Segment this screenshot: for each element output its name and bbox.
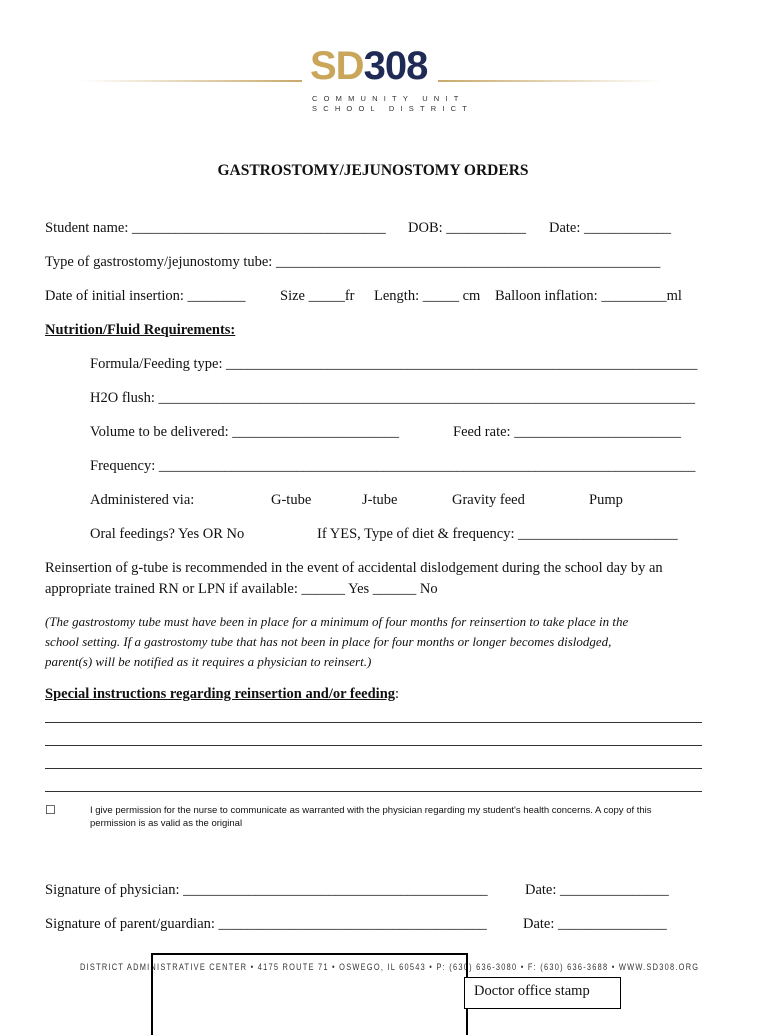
reinsertion-note-2: school setting. If a gastrostomy tube that has not been in place for four months or longer becomes dislodged, xyxy=(45,634,612,649)
logo-left-rule xyxy=(80,80,302,82)
district-logo xyxy=(310,46,427,86)
option-jtube[interactable]: J-tube xyxy=(362,492,398,508)
reinsertion-text-1: Reinsertion of g-tube is recommended in the event of accidental dislodgement during the school day by an xyxy=(45,560,663,576)
stamp-label: Doctor office stamp xyxy=(474,983,590,999)
balloon-inflation-field[interactable]: Balloon inflation: _________ml xyxy=(495,288,682,304)
student-name-field[interactable]: Student name: ___________________________________ xyxy=(45,220,386,236)
feed-rate-field[interactable]: Feed rate: _______________________ xyxy=(453,424,681,440)
special-heading-text: Special instructions regarding reinsertion and/or feeding xyxy=(45,686,396,702)
special-instructions-heading xyxy=(45,686,399,703)
permission-text-1: I give permission for the nurse to communicate as warranted with the physician regarding my student's health concerns. A copy of this xyxy=(90,805,652,816)
logo-sd-text: SD xyxy=(310,44,364,88)
instruction-line[interactable] xyxy=(45,745,702,746)
instruction-line[interactable] xyxy=(45,768,702,769)
parent-signature-field[interactable]: Signature of parent/guardian: _____________________________________ xyxy=(45,916,487,932)
district-footer: DISTRICT ADMINISTRATIVE CENTER • 4175 ROUTE 71 • OSWEGO, IL 60543 • P: (630) 636-3080 • F: (630) 636-3688 • WWW.SD308.ORG xyxy=(80,962,700,973)
oral-feedings-question[interactable]: Oral feedings? Yes OR No xyxy=(90,526,245,542)
reinsertion-text-2[interactable]: appropriate trained RN or LPN if available: ______ Yes ______ No xyxy=(45,581,438,597)
tube-type-field[interactable]: Type of gastrostomy/jejunostomy tube: _____________________________________________________ xyxy=(45,254,661,270)
volume-field[interactable]: Volume to be delivered: _______________________ xyxy=(90,424,400,440)
dob-field[interactable]: DOB: ___________ xyxy=(408,220,527,236)
physician-date-field[interactable]: Date: _______________ xyxy=(525,882,669,898)
permission-text-2: permission is as valid as the original xyxy=(90,818,243,829)
instruction-line[interactable] xyxy=(45,791,702,792)
option-gravity-feed[interactable]: Gravity feed xyxy=(452,492,525,508)
logo-right-rule xyxy=(438,80,664,82)
logo-number-text: 308 xyxy=(363,44,428,88)
stamp-area xyxy=(151,953,468,1035)
instruction-line[interactable] xyxy=(45,722,702,723)
date-field[interactable]: Date: ____________ xyxy=(549,220,672,236)
frequency-field[interactable]: Frequency: __________________________________________________________________________ xyxy=(90,458,696,474)
flush-field[interactable]: H2O flush: __________________________________________________________________________ xyxy=(90,390,695,406)
physician-signature-field[interactable]: Signature of physician: __________________________________________ xyxy=(45,882,488,898)
administered-label: Administered via: xyxy=(90,492,195,508)
insertion-date-field[interactable]: Date of initial insertion: ________ xyxy=(45,288,246,304)
permission-checkbox[interactable]: ☐ xyxy=(45,803,56,817)
option-pump[interactable]: Pump xyxy=(589,492,623,508)
size-field[interactable]: Size _____fr xyxy=(280,288,355,304)
nutrition-heading: Nutrition/Fluid Requirements: xyxy=(45,322,236,338)
parent-date-field[interactable]: Date: _______________ xyxy=(523,916,667,932)
reinsertion-note-1: (The gastrostomy tube must have been in place for a minimum of four months for reinsertion to take place in the xyxy=(45,614,629,629)
logo-subtitle-1: COMMUNITY UNIT xyxy=(312,94,465,103)
option-gtube[interactable]: G-tube xyxy=(271,492,312,508)
formula-field[interactable]: Formula/Feeding type: _________________________________________________________________ xyxy=(90,356,698,372)
form-title: GASTROSTOMY/JEJUNOSTOMY ORDERS xyxy=(217,162,529,179)
diet-frequency-field[interactable]: If YES, Type of diet & frequency: ______________________ xyxy=(317,526,678,542)
length-field[interactable]: Length: _____ cm xyxy=(374,288,481,304)
logo-subtitle-2: SCHOOL DISTRICT xyxy=(312,104,474,113)
special-heading-colon: : xyxy=(395,686,400,702)
reinsertion-note-3: parent(s) will be notified as it requires a physician to reinsert.) xyxy=(45,654,372,669)
